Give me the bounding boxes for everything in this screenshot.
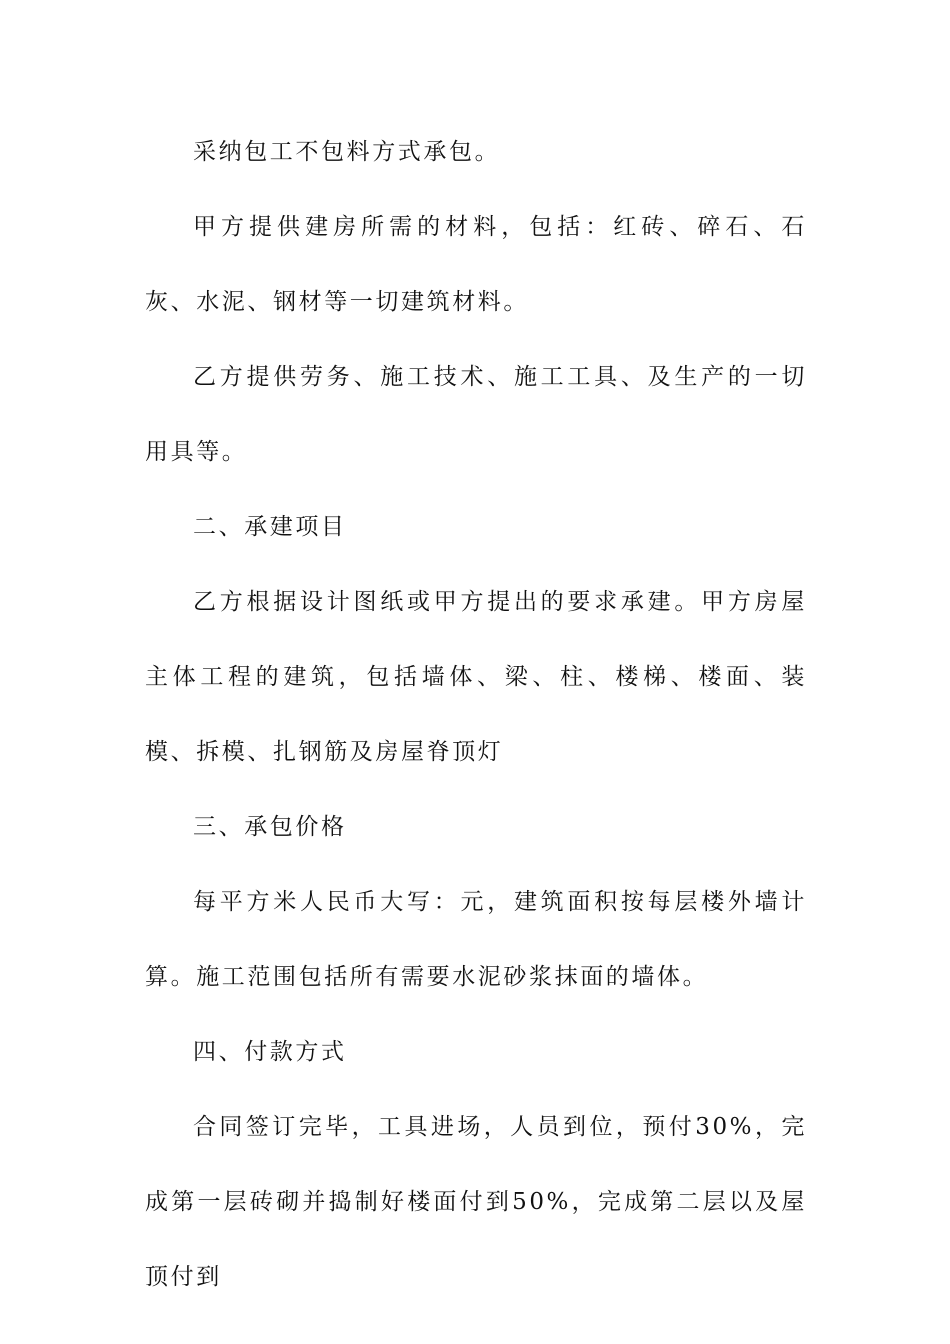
paragraph-party-b-labor: 乙方提供劳务、施工技术、施工工具、及生产的一切用具等。	[145, 364, 807, 465]
paragraph-contract-method: 采纳包工不包料方式承包。	[193, 139, 501, 165]
section-heading-payment: 四、付款方式	[193, 1039, 347, 1065]
paragraph-payment-terms: 合同签订完毕，工具进场，人员到位，预付30%，完成第一层砖砌并捣制好楼面付到50%，完成第二层以及屋顶付到	[145, 1114, 807, 1290]
section-heading-project: 二、承建项目	[193, 514, 347, 540]
section-heading-price: 三、承包价格	[193, 814, 347, 840]
paragraph-project-scope: 乙方根据设计图纸或甲方提出的要求承建。甲方房屋主体工程的建筑，包括墙体、梁、柱、楼梯、楼面、装模、拆模、扎钢筋及房屋脊顶灯	[145, 589, 807, 765]
paragraph-price-details: 每平方米人民币大写：元，建筑面积按每层楼外墙计算。施工范围包括所有需要水泥砂浆抹面的墙体。	[145, 889, 807, 990]
paragraph-party-a-materials: 甲方提供建房所需的材料，包括：红砖、碎石、石灰、水泥、钢材等一切建筑材料。	[145, 214, 807, 315]
